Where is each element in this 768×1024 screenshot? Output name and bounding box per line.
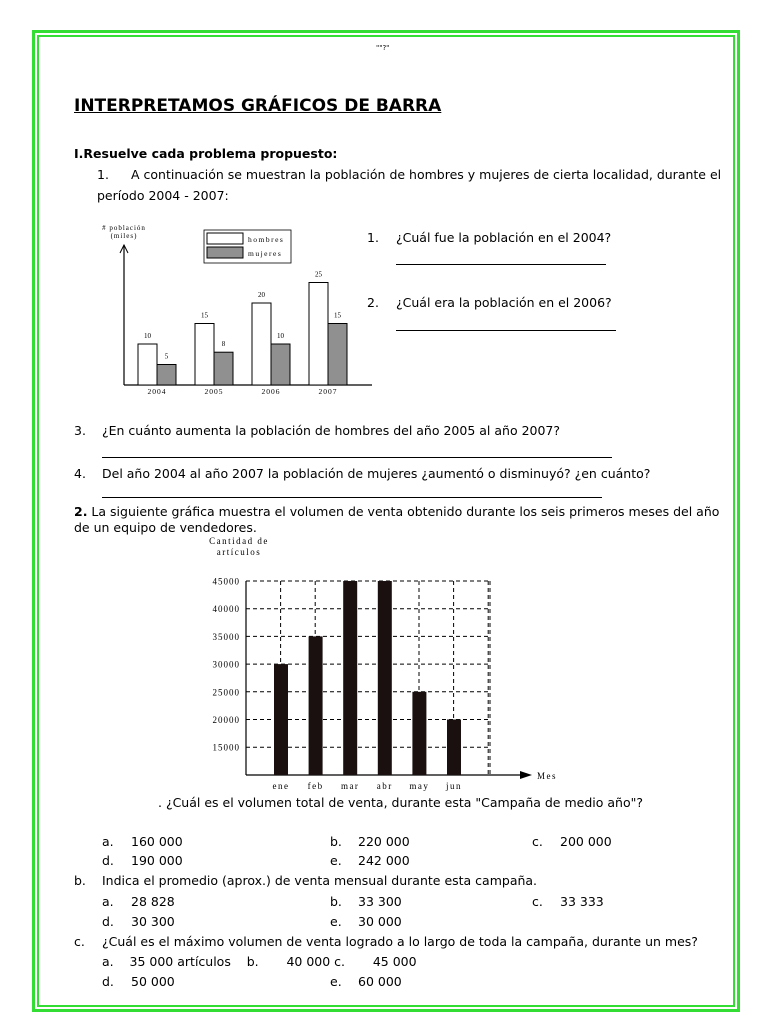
option-value[interactable]: 33 300 (358, 894, 402, 909)
x-tick-label: ene (272, 781, 290, 791)
question-3-number: 3. (74, 423, 86, 438)
option-letter: d. (102, 914, 114, 929)
data-label: 5 (164, 352, 169, 361)
legend-label-mujeres: mujeres (248, 249, 283, 258)
legend-label-hombres: hombres (248, 235, 285, 244)
option-value[interactable]: 190 000 (131, 853, 183, 868)
y-axis-label: Cantidad de (209, 536, 269, 546)
option-letter: c. (532, 834, 543, 849)
option-value[interactable]: 28 828 (131, 894, 175, 909)
x-tick-label: 2006 (261, 387, 281, 396)
x-tick-label: jun (445, 781, 463, 791)
data-label: 10 (277, 332, 284, 340)
x-axis-label: Mes (537, 771, 557, 781)
option-letter: c. (532, 894, 543, 909)
option-value[interactable]: 50 000 (131, 974, 175, 989)
bar-may (412, 692, 426, 775)
section1-heading: I.Resuelve cada problema propuesto: (74, 146, 338, 161)
section1-intro: A continuación se muestran la población de hombres y mujeres de cierta localidad, durante el (131, 167, 722, 182)
question-c: ¿Cuál es el máximo volumen de venta logrado a lo largo de toda la campaña, durante un mes? (102, 934, 698, 949)
x-axis-arrow-icon (520, 771, 532, 779)
question-b-letter: b. (74, 873, 86, 888)
question-1-number: 1. (367, 230, 379, 245)
option-letter: e. (330, 914, 342, 929)
option-value[interactable]: 200 000 (560, 834, 612, 849)
option-letter: e. (330, 853, 342, 868)
y-axis-label: # población (102, 224, 146, 232)
y-tick-label: 30000 (212, 659, 240, 670)
bar-feb (309, 636, 323, 775)
option-letter: d. (102, 853, 114, 868)
question-c-letter: c. (74, 934, 85, 949)
option-value[interactable]: 30 000 (358, 914, 402, 929)
data-label: 20 (258, 291, 265, 299)
option-letter: b. (330, 834, 342, 849)
y-tick-label: 25000 (212, 687, 240, 698)
x-tick-label: abr (376, 781, 393, 791)
option-value[interactable]: 33 333 (560, 894, 604, 909)
y-tick-label: 45000 (212, 576, 240, 587)
y-tick-label: 40000 (212, 604, 240, 615)
bar-abr (378, 581, 392, 775)
x-tick-label: 2005 (204, 387, 224, 396)
x-tick-label: 2007 (318, 387, 338, 396)
y-tick-label: 15000 (212, 742, 240, 753)
x-tick-label: may (409, 781, 430, 791)
question-2-number: 2. (367, 295, 379, 310)
option-value[interactable]: 60 000 (358, 974, 402, 989)
y-tick-label: 20000 (212, 715, 240, 725)
option-letter: a. (102, 834, 114, 849)
question-a: . ¿Cuál es el volumen total de venta, durante esta "Campaña de medio año"? (158, 795, 643, 810)
data-label: 10 (144, 332, 151, 340)
y-axis-label-2: artículos (216, 547, 262, 557)
page-title: INTERPRETAMOS GRÁFICOS DE BARRA (74, 96, 442, 116)
option-value[interactable]: 220 000 (358, 834, 410, 849)
section1-intro-2: período 2004 - 2007: (97, 188, 229, 203)
bar-jun (447, 720, 461, 776)
x-tick-label: 2004 (147, 387, 167, 396)
y-tick-label: 35000 (212, 631, 240, 642)
data-label: 15 (334, 311, 341, 320)
question-4-number: 4. (74, 466, 86, 481)
question-1: ¿Cuál fue la población en el 2004? (396, 230, 612, 245)
option-value[interactable]: 242 000 (358, 853, 410, 868)
header-mark: ""?" (376, 44, 390, 52)
section2-intro-2: de un equipo de vendedores. (74, 520, 257, 535)
question-3: ¿En cuánto aumenta la población de hombres del año 2005 al año 2007? (102, 423, 561, 438)
y-axis-label-unit: (miles) (110, 232, 138, 240)
option-letter: e. (330, 974, 342, 989)
item-number: 1. (97, 167, 109, 182)
bar-ene (274, 664, 288, 775)
x-tick-label: feb (307, 781, 324, 791)
question-4: Del año 2004 al año 2007 la población de mujeres ¿aumentó o disminuyó? ¿en cuánto? (102, 466, 651, 481)
question-c-options-row[interactable]: a. 35 000 artículos b. 40 000 c. 45 000 (102, 954, 417, 969)
option-letter: b. (330, 894, 342, 909)
bar-mar (343, 581, 357, 775)
option-letter: a. (102, 894, 114, 909)
data-label: 15 (201, 311, 208, 320)
question-2: ¿Cuál era la población en el 2006? (396, 295, 612, 310)
section2-number: 2. (74, 504, 88, 519)
option-value[interactable]: 160 000 (131, 834, 183, 849)
x-tick-label: mar (340, 781, 360, 791)
option-value[interactable]: 30 300 (131, 914, 175, 929)
question-b: Indica el promedio (aprox.) de venta mensual durante esta campaña. (102, 873, 538, 888)
data-label: 25 (315, 270, 322, 279)
option-letter: d. (102, 974, 114, 989)
data-label: 8 (221, 340, 226, 349)
section2-intro: La siguiente gráfica muestra el volumen de venta obtenido durante los seis primeros meses del año (87, 504, 720, 519)
